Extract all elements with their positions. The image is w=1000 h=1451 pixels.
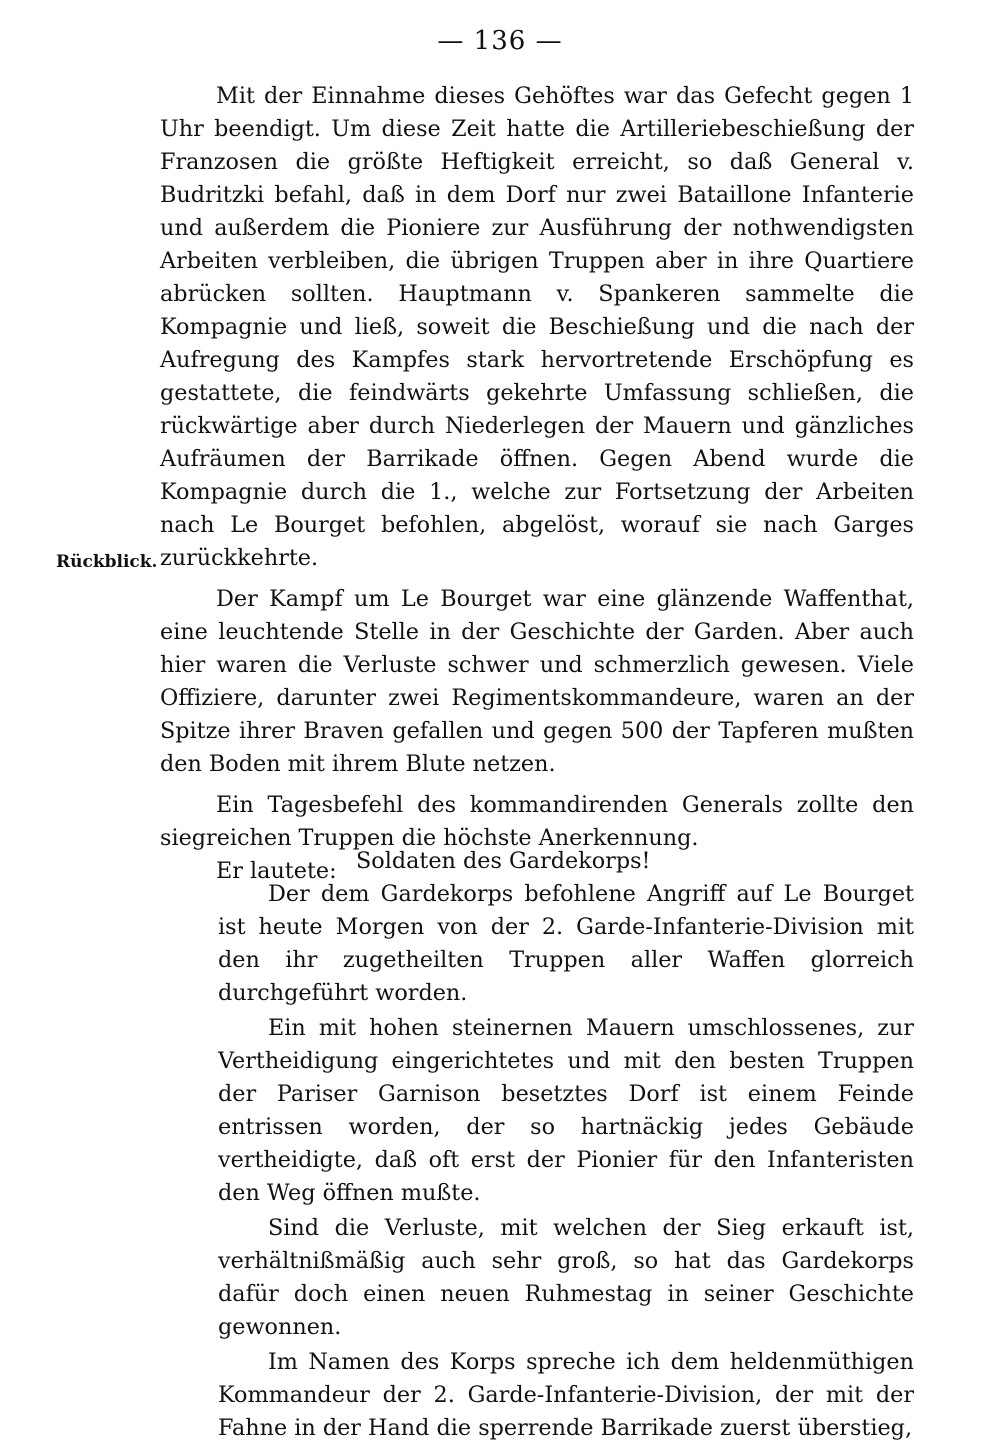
main-text	[160, 80, 914, 888]
order-paragraph: Ein mit hohen steinernen Mauern umschlossenes, zur Vertheidigung eingerichtetes und mit den besten Truppen der Pariser Garnison besetztes Dorf ist einem Feinde entrissen worden, der so hartnäckig jedes Gebäude vertheidigte, daß oft erst der Pionier für den Infanteristen den Weg öffnen mußte.	[218, 1015, 914, 1206]
paragraph-order-of-the-day: Ein Tagesbefehl des kommandirenden Generals zollte den siegreichen Truppen die höchste Anerkennung.	[160, 792, 914, 851]
order-paragraph: Im Namen des Korps spreche ich dem heldenmüthigen Kommandeur der 2. Garde-Infanterie-Division, der mit der Fahne in der Hand die sperrende Barrikade zuerst überstieg,	[218, 1349, 914, 1441]
order-paragraph: Der dem Gardekorps befohlene Angriff auf Le Bourget ist heute Morgen von der 2. Garde-Infanterie-Division mit den ihr zugetheilten Truppen aller Waffen glorreich durchgeführt worden.	[218, 881, 914, 1006]
paragraph-capture-of-farmstead: Mit der Einnahme dieses Gehöftes war das Gefecht gegen 1 Uhr beendigt. Um diese Zeit hatte die Artilleriebeschießung der Franzosen die größte Heftigkeit erreicht, so daß General v. Budritzki befahl, daß in dem Dorf nur zwei Bataillone Infanterie und außerdem die Pioniere zur Ausführung der nothwendigsten Arbeiten verbleiben, die übrigen Truppen aber in ihre Quartiere abrücken sollten. Hauptmann v. Spankeren sammelte die Kompagnie und ließ, soweit die Beschießung und die nach der Aufregung des Kampfes stark hervortretende Erschöpfung es gestattete, die feindwärts gekehrte Umfassung schließen, die rückwärtige aber durch Niederlegen der Mauern und gänzliches Aufräumen der Barrikade öffnen. Gegen Abend wurde die Kompagnie durch die 1., welche zur Fortsetzung der Arbeiten nach Le Bourget befohlen, abgelöst, worauf sie nach Garges zurückkehrte.	[160, 83, 914, 571]
order-paragraph: Sind die Verluste, mit welchen der Sieg erkauft ist, verhältnißmäßig auch sehr groß, so hat das Gardekorps dafür doch einen neuen Ruhmestag in seiner Geschichte gewonnen.	[218, 1215, 914, 1340]
order-greeting: Soldaten des Gardekorps!	[356, 848, 651, 874]
margin-note: Rückblick.	[56, 552, 158, 572]
page-number: — 136 —	[437, 26, 563, 56]
paragraph-it-read: Er lautete:	[216, 858, 337, 884]
paragraph-review-of-battle: Der Kampf um Le Bourget war eine glänzende Waffenthat, eine leuchtende Stelle in der Geschichte der Garden. Aber auch hier waren die Verluste schwer und schmerzlich gewesen. Viele Offiziere, darunter zwei Regimentskommandeure, waren an der Spitze ihrer Braven gefallen und gegen 500 der Tapferen mußten den Boden mit ihrem Blute netzen.	[160, 586, 914, 777]
order-of-the-day-quote	[218, 845, 914, 1447]
